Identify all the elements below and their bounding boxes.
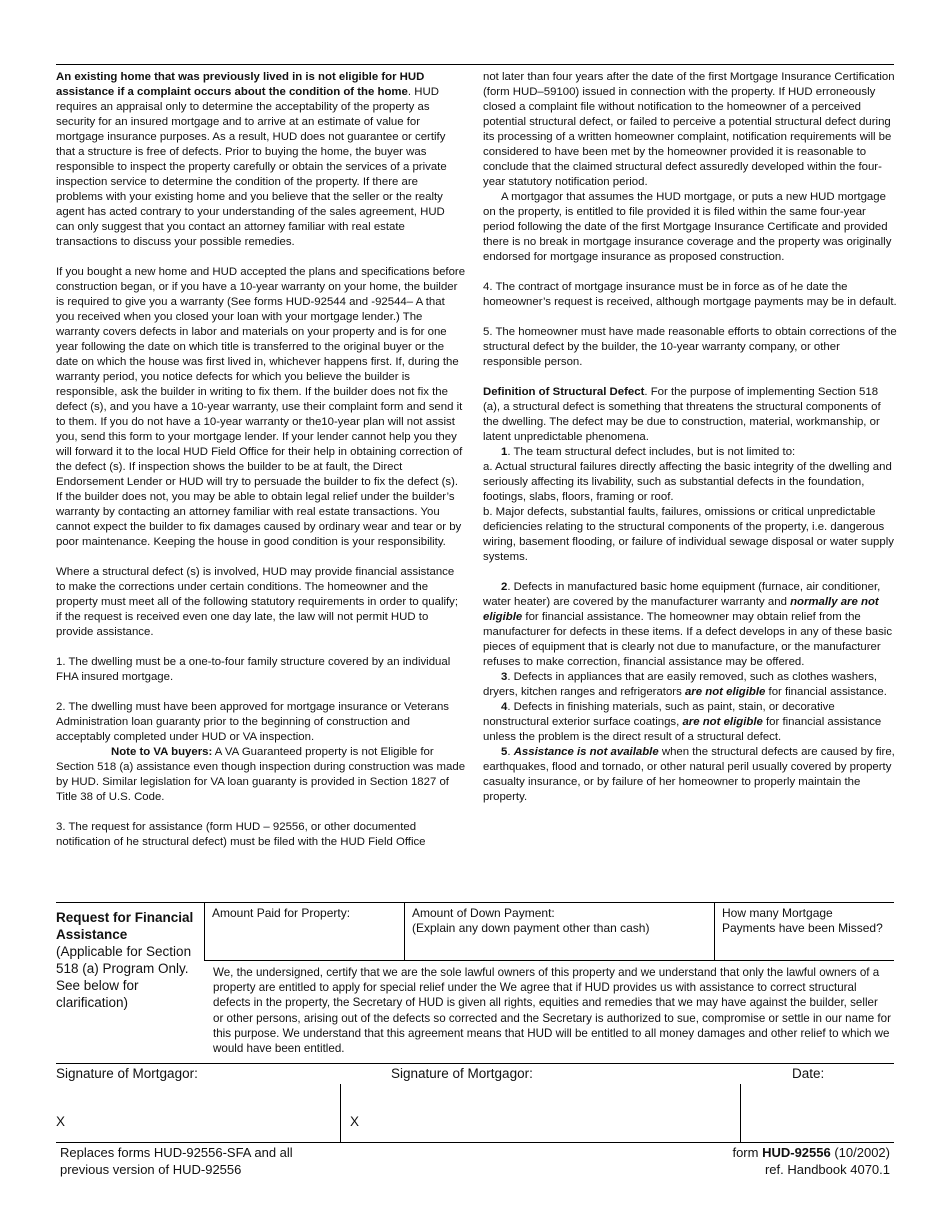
defect-item-5-number: 5	[501, 746, 508, 758]
form-id	[732, 1144, 890, 1178]
signature-2-field[interactable]	[350, 1114, 740, 1142]
defect-item-4-number: 4	[501, 701, 508, 713]
signature-1-label: Signature of Mortgagor:	[56, 1066, 198, 1081]
definition-paragraph	[483, 385, 897, 445]
amount-paid-label: Amount Paid for Property:	[212, 906, 351, 920]
down-payment-sublabel: (Explain any down payment other than cash)	[412, 921, 650, 935]
defect-item-3-text-end: for financial assistance.	[765, 686, 887, 698]
requirement-4: 4. The contract of mortgage insurance must be in force as of he date the homeowner’s request is received, although mortgage payments may be in default.	[483, 281, 897, 308]
top-rule	[56, 64, 894, 65]
form-prefix: form	[732, 1145, 763, 1160]
defect-item-2	[483, 580, 897, 670]
defect-item-4-text: . Defects in finishing materials, such as paint, stain, or decorative nonstructural exterior surface coatings,	[483, 701, 835, 728]
structural-defect-paragraph: Where a structural defect (s) is involved, HUD may provide financial assistance to make the corrections under certain conditions. The homeowner and the property must meet all of the following statutory requirements in order to qualify; if the request is received even one day late, the law will not permit HUD to provide assistance.	[56, 566, 459, 638]
request-form	[56, 902, 894, 1064]
assumption-paragraph: A mortgagor that assumes the HUD mortgage, or puts a new HUD mortgage on the property, is entitled to file provided it is filed within the same four-year period following the date of the first Mortgage Insurance Certificate and provided there is no break in mortgage insurance coverage and the property was originally endorsed for mortgage insurance as proposed construction.	[483, 191, 892, 263]
requirement-5: 5. The homeowner must have made reasonable efforts to obtain corrections of the structural defect by the builder, the 10-year warranty company, or other responsible person.	[483, 326, 897, 368]
defect-item-3-text: . Defects in appliances that are easily removed, such as clothes washers, dryers, kitchen ranges and refrigerators	[483, 671, 878, 698]
defect-item-4-emphasis: are not eligible	[682, 716, 763, 728]
defect-item-4	[483, 700, 897, 745]
va-note	[56, 745, 466, 805]
va-note-label: Note to VA buyers:	[111, 746, 213, 758]
defect-item-2-text: . Defects in manufactured basic home equipment (furnace, air conditioner, water heater) are covered by the manufacturer warranty and	[483, 581, 881, 608]
defect-item-5-emphasis: Assistance is not available	[513, 746, 659, 758]
definition-title: Definition of Structural Defect	[483, 386, 645, 398]
defect-item-1-number: 1	[501, 446, 508, 458]
defect-item-4-text-end: for financial assistance unless the problem is the direct result of a structural defect.	[483, 716, 882, 743]
request-title: Request for Financial Assistance	[56, 910, 194, 942]
defect-item-3	[483, 670, 897, 700]
defect-item-1	[483, 445, 897, 460]
requirement-3: 3. The request for assistance (form HUD – 92556, or other documented notification of he structural defect) must be filed with the HUD Field Office	[56, 821, 426, 848]
form-number-line	[732, 1144, 890, 1161]
handbook-ref: ref. Handbook 4070.1	[764, 1162, 890, 1177]
requirement-1: 1. The dwelling must be a one-to-four family structure covered by an individual FHA insured mortgage.	[56, 656, 451, 683]
requirement-3-continued: not later than four years after the date of the first Mortgage Insurance Certification (form HUD–59100) issued in connection with the property. If HUD erroneously closed a complaint file without notification to the homeowner of a perceived potential structural defect, or failed to perceive a potential structural defect during its processing of a written homeowner complaint, notification requirements will be considered to have been met by the homeowner provided it is reasonable to conclude that the claimed structural defect assuredly developed within the four-year statutory notification period.	[483, 71, 895, 188]
applicability-note: (Applicable for Section 518 (a) Program Only. See below for clarification)	[56, 944, 192, 1010]
left-column	[56, 70, 466, 850]
signature-2-mark: X	[350, 1114, 360, 1129]
intro-paragraph	[56, 70, 466, 250]
defect-item-2-number: 2	[501, 581, 508, 593]
right-column	[483, 70, 897, 805]
signature-row	[56, 1062, 894, 1143]
intro-bold: An existing home that was previously lived in is not eligible for HUD assistance if a complaint occurs about the condition of the home	[56, 71, 425, 98]
amount-paid-field[interactable]	[204, 903, 404, 960]
va-note-text: A VA Guaranteed property is not Eligible for Section 518 (a) assistance even though inspection during construction was made by HUD. Similar legislation for VA loan guaranty is provided in Section 1827 of Title 38 of U.S. Code.	[56, 746, 466, 803]
down-payment-label: Amount of Down Payment:	[412, 906, 555, 920]
form-divider	[204, 960, 894, 961]
requirement-2: 2. The dwelling must have been approved for mortgage insurance or Veterans Administration loan guaranty prior to the beginning of construction and acceptably completed under HUD or VA inspection.	[56, 701, 450, 743]
defect-item-3-number: 3	[501, 671, 508, 683]
down-payment-field[interactable]	[404, 903, 714, 960]
defect-item-1-text: . The team structural defect includes, but is not limited to:	[507, 446, 796, 458]
defect-item-1b: b. Major defects, substantial faults, failures, omissions or critical unpredictable deficiencies relating to the structural components of the property, i.e. dangerous wiring, basement flooding, or failure of individual sewage disposal or water supply systems.	[483, 506, 894, 563]
intro-text: . HUD requires an appraisal only to determine the acceptability of the property as security for an insured mortgage and to arrive at an estimate of value for mortgage insurance purposes. As a result, HUD does not guarantee or certify that a structure is free of defects. Prior to buying the home, the buyer was responsible to inspect the property carefully or obtain the services of a private inspection service to determine the condition of the property. If there are problems with your existing home and you believe that the seller or the realty agent has acted contrary to your understanding of the sales agreement, HUD can only suggest that you contact an attorney familiar with real estate transactions to discuss your possible remedies.	[56, 86, 447, 248]
missed-payments-field[interactable]	[714, 903, 894, 960]
new-home-paragraph: If you bought a new home and HUD accepted the plans and specifications before construction began, or if you have a 10-year warranty on your home, the builder is required to give you a warranty (See forms HUD-92544 and -92544– A that you received when you closed your loan with your mortgage lender.) The warranty covers defects in labor and materials on your property and is for one year following the date on which title is transferred to the original buyer or the date on which the house was first lived in, whichever happens first. If, during the warranty period, you notice defects for which you believe the builder is responsible, ask the builder in writing to fix them. If the builder does not fix the defect (s), and you have a 10-year warranty, use their complaint form and send it to them. If you do not have a 10-year warranty or the10-year plan will not assist you, send this form to your mortgage lender. If your lender cannot help you they will forward it to the local HUD Field Office for their help in obtaining correction of the defect (s). If inspection shows the builder to be at fault, the Direct Endorsement Lender or HUD will try to persuade the builder to fix the defect (s). If the builder does not, you may be able to obtain legal relief under the builder’s warranty by contacting an attorney familiar with real estate transactions. You cannot expect the builder to fix damages caused by ordinary wear and tear or by poor maintenance. Keeping the house in good condition is your responsibility.	[56, 266, 466, 548]
signature-1-field[interactable]	[56, 1114, 340, 1142]
defect-item-2-text-end: for financial assistance. The homeowner may obtain relief from the manufacturer for defects in these items. If a defect develops in any of these basic pieces of equipment that is clearly not due to manufacture, or the manufacturer refuses to make correction, financial assistance may be offered.	[483, 611, 893, 668]
replaces-note	[60, 1144, 293, 1178]
replaces-line-2: previous version of HUD-92556	[60, 1162, 242, 1177]
signature-2-label: Signature of Mortgagor:	[391, 1066, 533, 1081]
date-label: Date:	[792, 1066, 825, 1081]
replaces-line-1: Replaces forms HUD-92556-SFA and all	[60, 1145, 293, 1160]
defect-item-5-text: when the structural defects are caused by fire, earthquakes, flood and tornado, or other natural peril usually covered by property casualty insurance, or by failure of her homeowner to properly maintain the property.	[483, 746, 895, 803]
defect-item-3-emphasis: are not eligible	[684, 686, 766, 698]
defect-item-2-emphasis: normally are not eligible	[483, 596, 879, 623]
form-date: (10/2002)	[830, 1145, 890, 1160]
signature-divider	[340, 1084, 341, 1142]
defect-item-5: 5. Assistance is not available when the structural defects are caused by fire, earthquakes, flood and tornado, or other natural peril usually covered by property casualty insurance, or by failure of her homeowner to properly maintain the property.	[483, 746, 895, 803]
definition-text: . For the purpose of implementing Section 518 (a), a structural defect is something that threatens the structural components of the dwelling. The defect may be due to construction, material, workmanship, or latent unpredictable phenomena.	[483, 386, 881, 443]
form-number: HUD-92556	[762, 1145, 831, 1160]
defect-item-1a: a. Actual structural failures directly affecting the basic integrity of the dwelling and seriously affecting its livability, such as substantial defects in the foundation, footings, slabs, floors, framing or roof.	[483, 461, 892, 503]
signature-1-mark: X	[56, 1114, 66, 1129]
date-field[interactable]	[741, 1084, 894, 1142]
missed-payments-label: How many Mortgage Payments have been Missed?	[722, 906, 883, 935]
certification-text: We, the undersigned, certify that we are the sole lawful owners of this property and we understand that only the lawful owners of a property are entitled to apply for special relief under the We agree that if HUD provides us with assistance to correct structural defects in the property, the Secretary of HUD is given all rights, equities and remedies that we may have against the builder, seller or other persons, arising out of the defects so corrected and the Secretary is authorized to sue, compromise or settle in our name for this purpose. We understand that this agreement means that HUD will be entitled to all money damages and other relief to which we would have been entitled.	[213, 966, 891, 1056]
request-title-block	[56, 909, 204, 1011]
